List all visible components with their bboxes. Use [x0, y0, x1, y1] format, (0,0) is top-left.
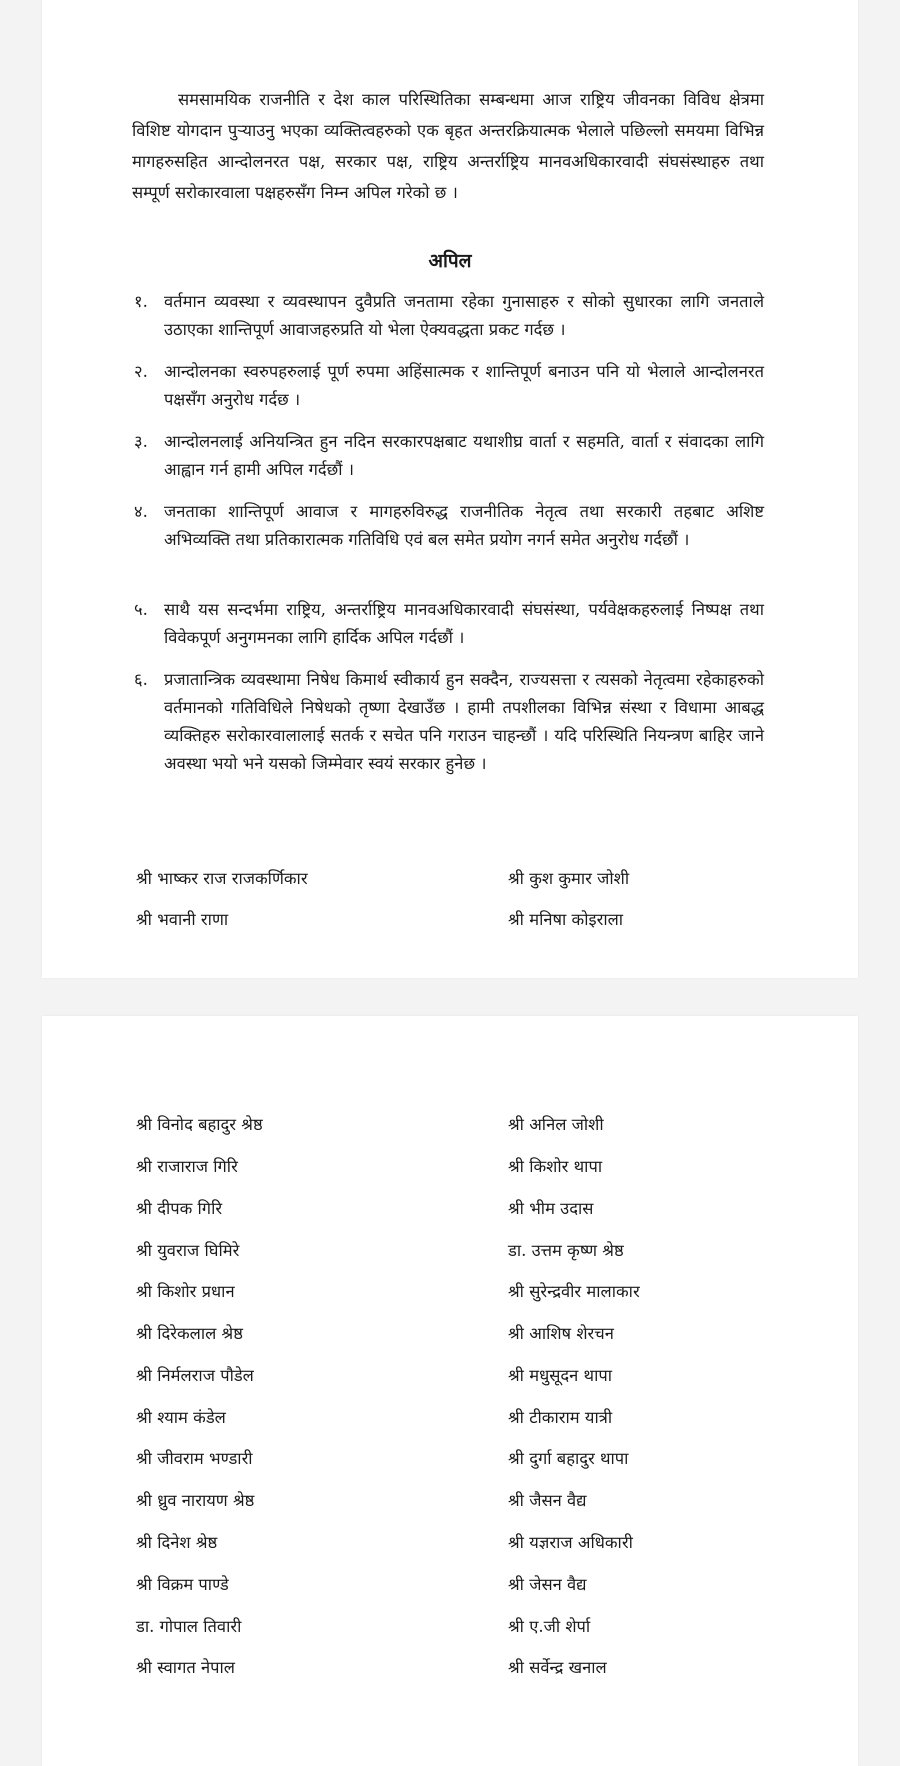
point-text: वर्तमान व्यवस्था र व्यवस्थापन दुवैप्रति जनतामा रहेका गुनासाहरु र सोको सुधारका लागि जनताले उठाएका शान्तिपूर्ण आवाजहरुप्रति यो भेला ऐक्यवद्धता प्रकट गर्दछ । — [164, 292, 764, 339]
signatory-name: श्री भीम उदास — [508, 1199, 594, 1218]
appeal-point — [134, 666, 764, 778]
point-number: २. — [134, 362, 148, 381]
point-text: प्रजातान्त्रिक व्यवस्थामा निषेध किमार्थ स्वीकार्य हुन सक्दैन, राज्यसत्ता र त्यसको नेतृत्वमा रहेकाहरुको वर्तमानको गतिविधिले निषेधको तृष्णा देखाउँछ । हामी तपशीलका विभिन्न संस्था र विधामा आबद्ध व्यक्तिहरु सरोकारवालालाई सतर्क र सचेत पनि गराउन चाहन्छौं । यदि परिस्थिति नियन्त्रण बाहिर जाने अवस्था भयो भने यसको जिम्मेवार स्वयं सरकार हुनेछ । — [164, 670, 764, 773]
point-number: ३. — [134, 432, 148, 451]
signatory-name: श्री ए.जी शेर्पा — [508, 1617, 591, 1636]
signatory-name: श्री दिरेकलाल श्रेष्ठ — [136, 1324, 243, 1343]
signatory-name: श्री किशोर थापा — [508, 1157, 603, 1176]
signatory-name: श्री कुश कुमार जोशी — [508, 869, 630, 888]
signatory-name: श्री दिनेश श्रेष्ठ — [136, 1533, 218, 1552]
signatory-name: श्री जैसन वैद्य — [508, 1491, 587, 1510]
point-number: ४. — [134, 502, 148, 521]
signatory-name: श्री किशोर प्रधान — [136, 1282, 235, 1301]
signatory-name: श्री मनिषा कोइराला — [508, 910, 624, 929]
signatory-name: श्री भाष्कर राज राजकर्णिकार — [136, 869, 308, 888]
signatory-name: श्री टीकाराम यात्री — [508, 1408, 613, 1427]
signatory-name: श्री सुरेन्द्रवीर मालाकार — [508, 1282, 640, 1301]
appeal-point — [134, 498, 764, 554]
signatory-name: श्री विक्रम पाण्डे — [136, 1575, 229, 1594]
point-number: ५. — [134, 600, 148, 619]
point-number: ६. — [134, 670, 148, 689]
signatory-name: श्री राजाराज गिरि — [136, 1157, 238, 1176]
signatory-name: श्री आशिष शेरचन — [508, 1324, 614, 1343]
appeal-point — [134, 428, 764, 484]
signatory-name: श्री भवानी राणा — [136, 910, 229, 929]
appeal-point — [134, 288, 764, 344]
document-page-1 — [42, 0, 858, 978]
signatory-name: श्री जेसन वैद्य — [508, 1575, 587, 1594]
signatory-name: श्री जीवराम भण्डारी — [136, 1449, 253, 1468]
signatory-name: डा. उत्तम कृष्ण श्रेष्ठ — [508, 1241, 624, 1260]
appeal-heading: अपिल — [428, 250, 472, 272]
signatory-name: श्री निर्मलराज पौडेल — [136, 1366, 254, 1385]
point-text: आन्दोलनलाई अनियन्त्रित हुन नदिन सरकारपक्षबाट यथाशीघ्र वार्ता र सहमति, वार्ता र संवादका लागि आह्वान गर्न हामी अपिल गर्दछौं । — [164, 432, 764, 479]
point-number: १. — [134, 292, 148, 311]
signatory-name: श्री स्वागत नेपाल — [136, 1658, 235, 1677]
appeal-point — [134, 358, 764, 414]
signatory-name: श्री अनिल जोशी — [508, 1115, 604, 1134]
point-text: साथै यस सन्दर्भमा राष्ट्रिय, अन्तर्राष्ट्रिय मानवअधिकारवादी संघसंस्था, पर्यवेक्षकहरुलाई निष्पक्ष तथा विवेकपूर्ण अनुगमनका लागि हार्दिक अपिल गर्दछौं । — [164, 600, 764, 647]
signatory-name: डा. गोपाल तिवारी — [136, 1617, 242, 1636]
appeal-point — [134, 596, 764, 652]
point-text: जनताका शान्तिपूर्ण आवाज र मागहरुविरुद्ध राजनीतिक नेतृत्व तथा सरकारी तहबाट अशिष्ट अभिव्यक्ति तथा प्रतिकारात्मक गतिविधि एवं बल समेत प्रयोग नगर्न समेत अनुरोध गर्दछौं । — [164, 502, 764, 549]
signatory-name: श्री विनोद बहादुर श्रेष्ठ — [136, 1115, 263, 1134]
signatory-name: श्री यज्ञराज अधिकारी — [508, 1533, 633, 1552]
signatory-name: श्री ध्रुव नारायण श्रेष्ठ — [136, 1491, 255, 1510]
signatory-name: श्री दुर्गा बहादुर थापा — [508, 1449, 629, 1468]
signatory-name: श्री सर्वेन्द्र खनाल — [508, 1658, 607, 1677]
intro-paragraph: समसामयिक राजनीति र देश काल परिस्थितिका सम्बन्धमा आज राष्ट्रिय जीवनका विविध क्षेत्रमा विशिष्ट योगदान पुऱ्याउनु भएका व्यक्तित्वहरुको एक बृहत अन्तरक्रियात्मक भेलाले पछिल्लो समयमा विभिन्न मागहरुसहित आन्दोलनरत पक्ष, सरकार पक्ष, राष्ट्रिय अन्तर्राष्ट्रिय मानवअधिकारवादी संघसंस्थाहरु तथा सम्पूर्ण सरोकारवाला पक्षहरुसँग निम्न अपिल गरेको छ । — [132, 90, 764, 202]
document-page-2 — [42, 1016, 858, 1766]
signatory-name: श्री मधुसूदन थापा — [508, 1366, 612, 1385]
point-text: आन्दोलनका स्वरुपहरुलाई पूर्ण रुपमा अहिंसात्मक र शान्तिपूर्ण बनाउन पनि यो भेलाले आन्दोलनरत पक्षसँग अनुरोध गर्दछ । — [164, 362, 764, 409]
signatory-name: श्री युवराज घिमिरे — [136, 1241, 240, 1260]
signatory-name: श्री श्याम कंडेल — [136, 1408, 226, 1427]
signatory-name: श्री दीपक गिरि — [136, 1199, 223, 1218]
